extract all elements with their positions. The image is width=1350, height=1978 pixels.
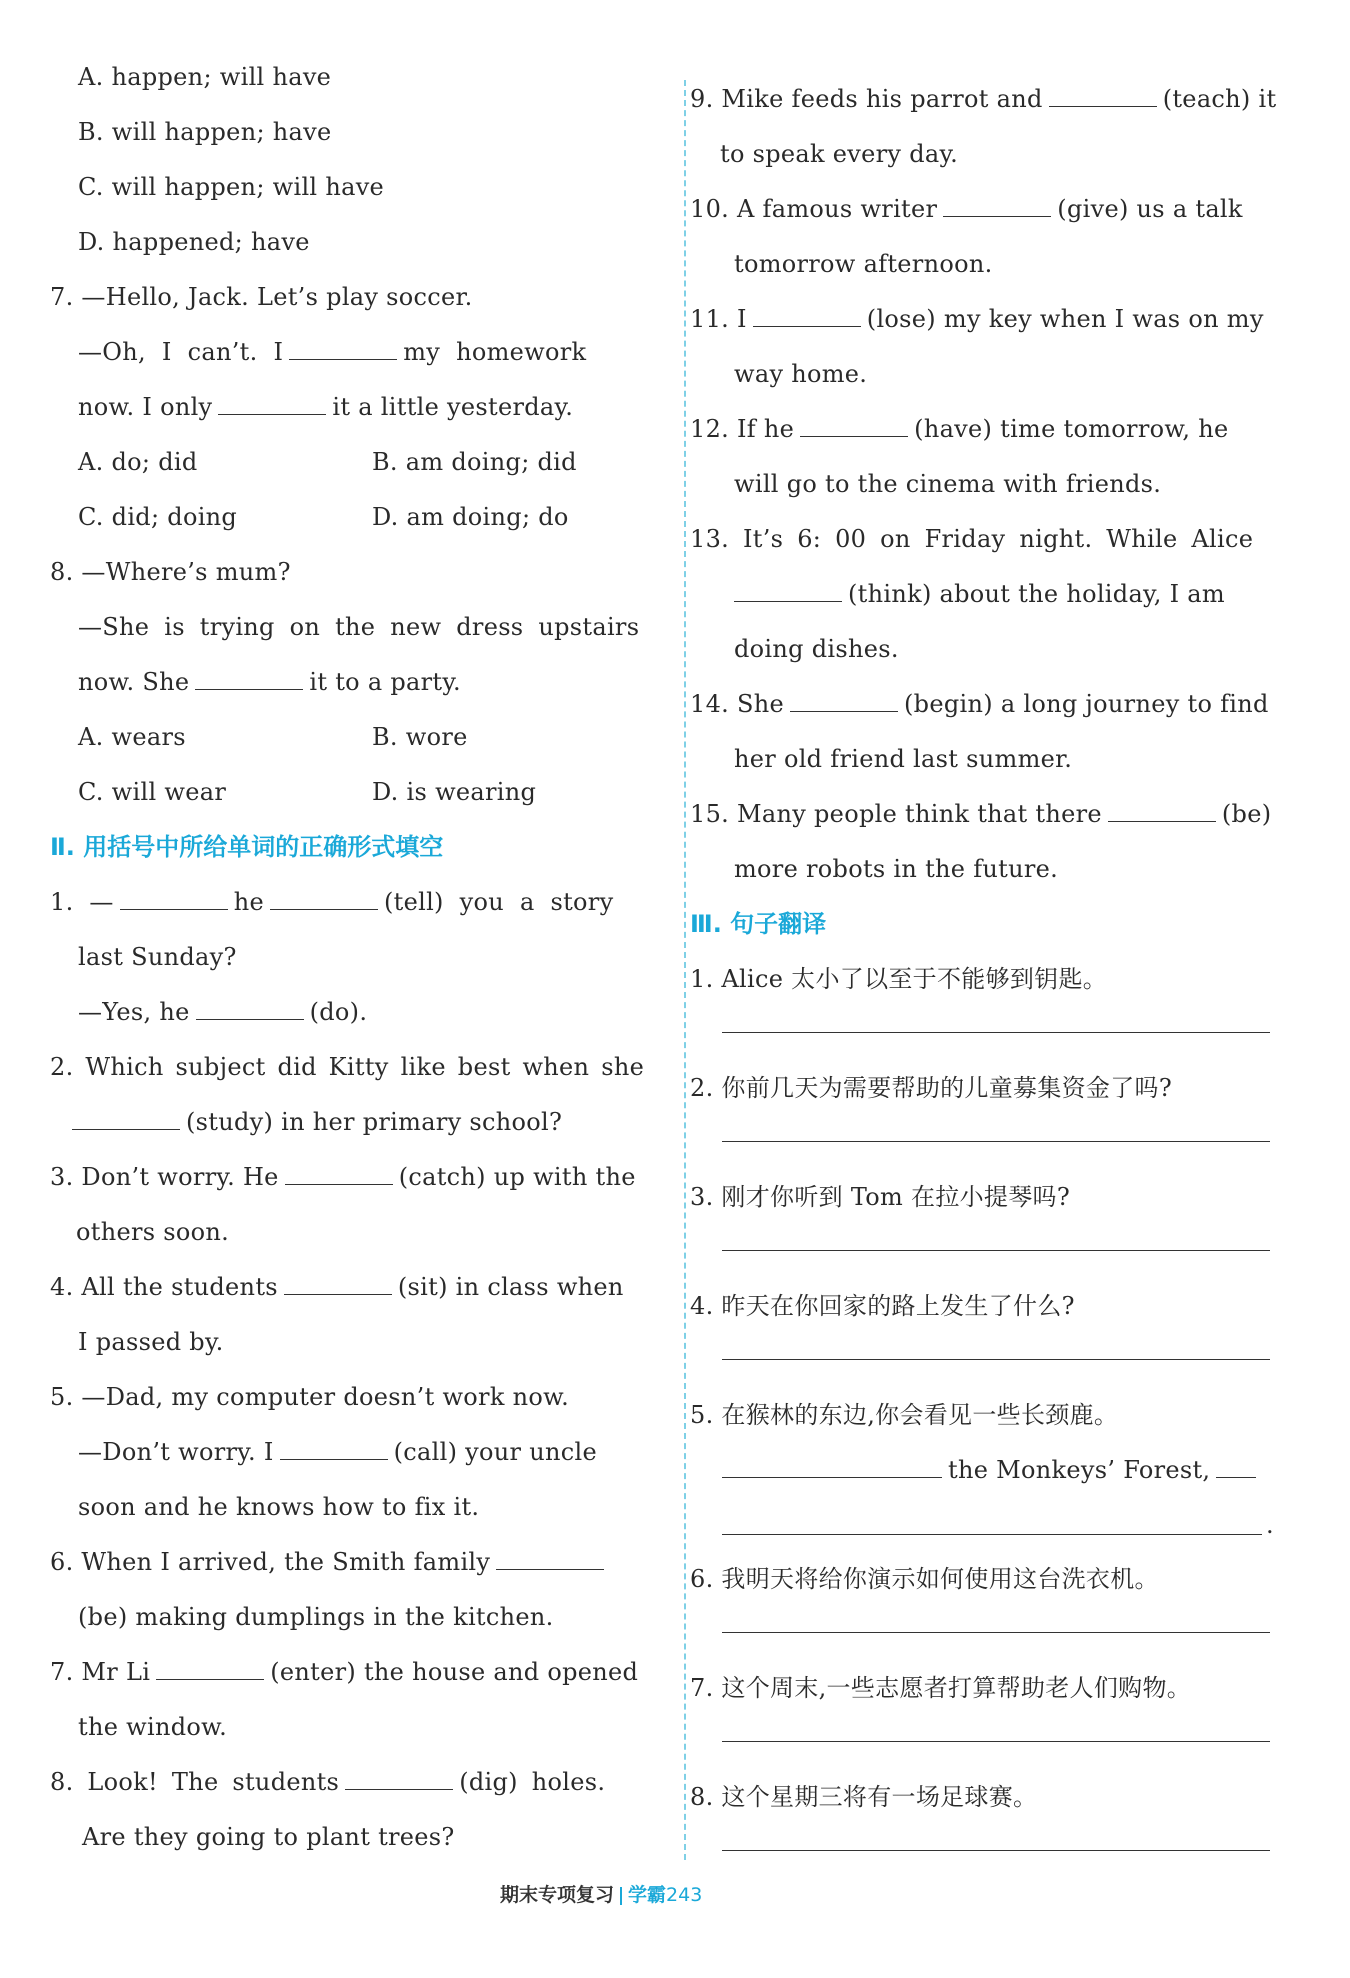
q8-stem: 8. —Where’s mum? (50, 558, 291, 586)
s2-item-12-line2: will go to the cinema with friends. (734, 470, 1162, 498)
answer-blank[interactable] (1049, 84, 1157, 107)
s2-item-7-line2: the window. (78, 1713, 228, 1741)
answer-line[interactable] (722, 1032, 1270, 1033)
s2-item-2-line2 (72, 1107, 562, 1137)
s2-item-9-line2: to speak every day. (720, 140, 959, 168)
translation-2-prompt: 2. 你前几天为需要帮助的儿童募集资金了吗? (690, 1074, 1172, 1102)
s2-text: (study) in her primary school? (186, 1108, 563, 1136)
s2-text: —Don’t worry. I (78, 1438, 274, 1466)
s2-text: 15. Many people think that there (690, 800, 1102, 828)
q7-option-c: C. did; doing (78, 503, 238, 531)
q7-text: now. I only (78, 393, 213, 421)
s2-item-13-line1: 13. It’s 6: 00 on Friday night. While Alice (690, 525, 1254, 553)
q6-option-b: B. will happen; have (78, 118, 332, 146)
q8-text: now. She (78, 668, 190, 696)
q6-option-c: C. will happen; will have (78, 173, 385, 201)
s2-text: 6. When I arrived, the Smith family (50, 1548, 491, 1576)
s2-text: (call) your uncle (393, 1438, 597, 1466)
s2-item-9-line1 (690, 84, 1276, 114)
q6-option-a: A. happen; will have (78, 63, 332, 91)
s2-item-13-line2 (734, 579, 1225, 609)
answer-blank[interactable] (753, 304, 861, 327)
translation-4-prompt: 4. 昨天在你回家的路上发生了什么? (690, 1292, 1075, 1320)
s2-item-14-line2: her old friend last summer. (734, 745, 1073, 773)
s2-text: (dig) holes. (459, 1768, 606, 1796)
s2-item-10-line1 (690, 194, 1243, 224)
s2-item-13-line3: doing dishes. (734, 635, 899, 663)
q7-option-a: A. do; did (78, 448, 198, 476)
footer-separator (620, 1887, 622, 1905)
answer-blank[interactable] (722, 1455, 942, 1478)
s2-text: (enter) the house and opened (270, 1658, 639, 1686)
s2-text: (teach) it (1162, 85, 1277, 113)
s2-text: 1. — (50, 888, 114, 916)
answer-line[interactable] (722, 1359, 1270, 1360)
section-2-title: Ⅱ. 用括号中所给单词的正确形式填空 (50, 833, 444, 861)
q6-option-d: D. happened; have (78, 228, 310, 256)
translation-5-prompt: 5. 在猴林的东边,你会看见一些长颈鹿。 (690, 1401, 1119, 1429)
s2-text: 9. Mike feeds his parrot and (690, 85, 1043, 113)
q7-text: it a little yesterday. (332, 393, 574, 421)
answer-line[interactable] (722, 1741, 1270, 1742)
s2-item-6-line2: (be) making dumplings in the kitchen. (78, 1603, 554, 1631)
translation-6-prompt: 6. 我明天将给你演示如何使用这台洗衣机。 (690, 1565, 1159, 1593)
translation-5-text: the Monkeys’ Forest, (948, 1456, 1211, 1484)
s2-item-11-line2: way home. (734, 360, 868, 388)
q7-line2 (78, 337, 586, 367)
s2-text: (think) about the holiday, I am (848, 580, 1225, 608)
answer-blank[interactable] (943, 194, 1051, 217)
s2-item-7-line1 (50, 1657, 638, 1687)
answer-blank[interactable] (734, 579, 842, 602)
section-3-title: Ⅲ. 句子翻译 (690, 910, 827, 938)
s2-text: 8. Look! The students (50, 1768, 340, 1796)
s2-item-1-line1 (50, 887, 613, 917)
s2-item-5-line1: 5. —Dad, my computer doesn’t work now. (50, 1383, 570, 1411)
footer-brand: 学霸 (628, 1884, 667, 1906)
answer-blank[interactable] (120, 887, 228, 910)
answer-blank[interactable] (156, 1657, 264, 1680)
s2-text: (give) us a talk (1057, 195, 1243, 223)
answer-blank[interactable] (72, 1107, 180, 1130)
q7-option-d: D. am doing; do (372, 503, 569, 531)
q7-text: —Oh, I can’t. I (78, 338, 284, 366)
answer-blank[interactable] (345, 1767, 453, 1790)
page-footer (500, 1880, 702, 1907)
answer-blank[interactable] (218, 392, 326, 415)
answer-blank[interactable] (195, 667, 303, 690)
s2-item-6-line1 (50, 1547, 610, 1577)
s2-text: 11. I (690, 305, 747, 333)
translation-5-line2 (722, 1455, 1262, 1485)
s2-text: (do). (309, 998, 368, 1026)
q8-line2: —She is trying on the new dress upstairs (78, 613, 640, 641)
answer-blank[interactable] (1108, 799, 1216, 822)
s2-item-10-line2: tomorrow afternoon. (734, 250, 993, 278)
footer-label: 期末专项复习 (500, 1884, 615, 1906)
s2-item-8-line2: Are they going to plant trees? (82, 1823, 455, 1851)
s2-text: 14. She (690, 690, 784, 718)
answer-line[interactable] (722, 1141, 1270, 1142)
s2-text: (lose) my key when I was on my (866, 305, 1264, 333)
s2-text: —Yes, he (78, 998, 190, 1026)
answer-line[interactable] (722, 1250, 1270, 1251)
s2-text: (begin) a long journey to find (904, 690, 1269, 718)
s2-item-5-line2 (78, 1437, 597, 1467)
translation-5-period: . (1266, 1511, 1274, 1539)
column-divider (684, 80, 686, 1860)
s2-text: 7. Mr Li (50, 1658, 151, 1686)
answer-blank[interactable] (289, 337, 397, 360)
q7-stem: 7. —Hello, Jack. Let’s play soccer. (50, 283, 473, 311)
s2-item-2-line1: 2. Which subject did Kitty like best when she (50, 1053, 645, 1081)
answer-blank[interactable] (285, 1162, 393, 1185)
answer-blank[interactable] (790, 689, 898, 712)
s2-text: (catch) up with the (398, 1163, 636, 1191)
q8-line3 (78, 667, 461, 697)
answer-blank[interactable] (196, 997, 304, 1020)
answer-blank[interactable] (1216, 1455, 1256, 1478)
q8-option-c: C. will wear (78, 778, 227, 806)
q7-line3 (78, 392, 573, 422)
s2-item-3-line1 (50, 1162, 636, 1192)
answer-blank[interactable] (280, 1437, 388, 1460)
s2-item-5-line3: soon and he knows how to fix it. (78, 1493, 480, 1521)
q7-text: my homework (403, 338, 587, 366)
translation-3-prompt: 3. 刚才你听到 Tom 在拉小提琴吗? (690, 1183, 1071, 1211)
translation-1-prompt: 1. Alice 太小了以至于不能够到钥匙。 (690, 965, 1108, 993)
s2-text: (be) (1221, 800, 1272, 828)
s2-item-3-line2: others soon. (76, 1218, 230, 1246)
s2-text: 3. Don’t worry. He (50, 1163, 279, 1191)
answer-blank[interactable] (800, 414, 908, 437)
answer-blank[interactable] (284, 1272, 392, 1295)
translation-7-prompt: 7. 这个周末,一些志愿者打算帮助老人们购物。 (690, 1674, 1192, 1702)
s2-item-4-line2: I passed by. (78, 1328, 224, 1356)
answer-line[interactable] (722, 1850, 1270, 1851)
s2-item-4-line1 (50, 1272, 624, 1302)
answer-blank[interactable] (496, 1547, 604, 1570)
s2-text: 12. If he (690, 415, 795, 443)
s2-text: (sit) in class when (397, 1273, 624, 1301)
worksheet-page (20, 20, 1325, 1955)
answer-line[interactable] (722, 1534, 1262, 1535)
q8-text: it to a party. (309, 668, 461, 696)
q8-option-d: D. is wearing (372, 778, 537, 806)
translation-8-prompt: 8. 这个星期三将有一场足球赛。 (690, 1783, 1038, 1811)
s2-text: (have) time tomorrow, he (914, 415, 1229, 443)
q7-option-b: B. am doing; did (372, 448, 577, 476)
s2-item-1-line3 (78, 997, 367, 1027)
q8-option-b: B. wore (372, 723, 468, 751)
s2-item-15-line1 (690, 799, 1271, 829)
s2-text: 10. A famous writer (690, 195, 938, 223)
s2-item-15-line2: more robots in the future. (734, 855, 1059, 883)
s2-text: he (233, 888, 264, 916)
s2-item-8-line1 (50, 1767, 605, 1797)
s2-text: 4. All the students (50, 1273, 278, 1301)
s2-item-11-line1 (690, 304, 1264, 334)
q8-option-a: A. wears (78, 723, 186, 751)
s2-item-14-line1 (690, 689, 1269, 719)
s2-text: (tell) you a story (384, 888, 614, 916)
s2-item-12-line1 (690, 414, 1228, 444)
page-number: 243 (666, 1884, 703, 1906)
s2-item-1-line2: last Sunday? (78, 943, 237, 971)
answer-blank[interactable] (270, 887, 378, 910)
answer-line[interactable] (722, 1632, 1270, 1633)
